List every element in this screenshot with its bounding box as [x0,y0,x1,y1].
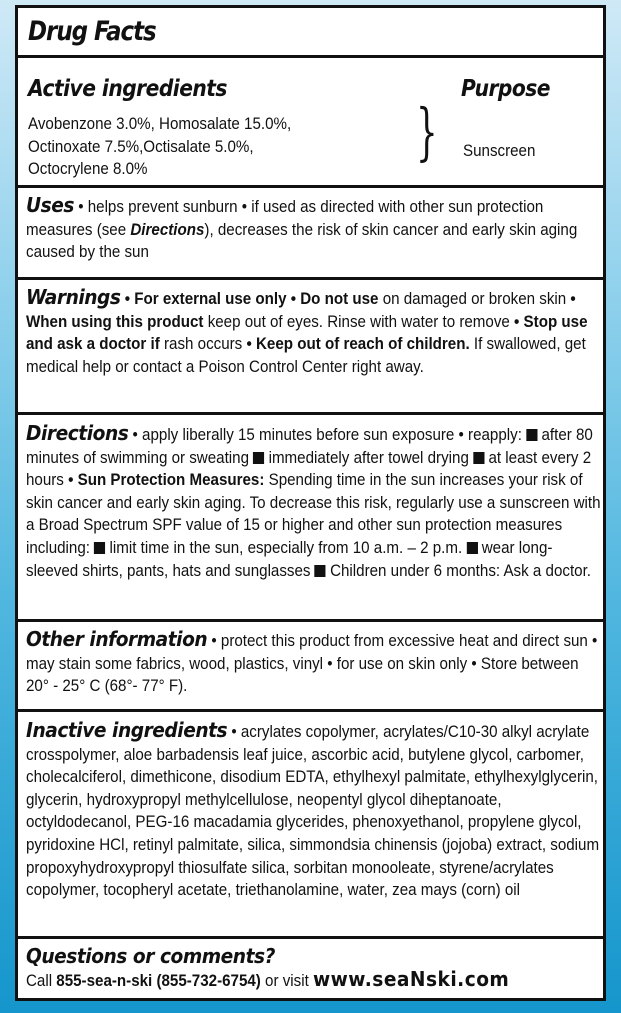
website-link[interactable]: www.seaNski.com [313,966,510,991]
divider [18,619,603,622]
square-bullet-icon [466,542,477,554]
square-bullet-icon [315,565,326,577]
divider [18,936,603,939]
brace-icon: } [416,95,438,168]
square-bullet-icon [253,452,264,464]
directions-ref: Directions [130,220,205,239]
directions-heading: Directions [26,421,129,445]
divider [18,709,603,712]
active-ingredients-list [28,113,291,181]
uses-heading: Uses [26,193,75,217]
square-bullet-icon [526,429,537,441]
phone-number: 855-sea-n-ski (855-732-6754) [56,971,261,990]
active-ingredient-line: Avobenzone 3.0%, Homosalate 15.0%, [28,115,292,133]
other-information-heading: Other information [26,627,208,651]
questions-section [26,945,603,992]
active-ingredient-line: Octocrylene 8.0% [28,160,148,179]
uses-section: Uses • helps prevent sunburn • if used as directed with other sun protection measures (see Directions), decreases the risk of skin cancer and early skin aging caused by the sun [26,193,578,262]
inactive-ingredients-heading: Inactive ingredients [26,718,228,742]
divider [18,185,603,188]
directions-section: Directions • apply liberally 15 minutes before sun exposure • reapply: after 80 minutes of swimming or sweating immediately after towel drying at least every 2 hours • Sun Protection Measures: Spending time in the sun increases your risk of skin cancer and early skin aging. To decrease this risk, regularly use a sunscreen with a Broad Spectrum SPF value of 15 or higher and other sun protection measures including: limit time in the sun, especially from 10 a.m. – 2 p.m. wear long-sleeved shirts, pants, hats and sunglasses Children under 6 months: Ask a doctor. [26,421,601,580]
divider [18,412,603,415]
purpose-heading: Purpose [461,76,550,102]
divider [18,277,603,280]
questions-heading: Questions or comments? [26,944,275,968]
warnings-section: Warnings • For external use only • Do not use on damaged or broken skin • When using this product keep out of eyes. Rinse with water to remove • Stop use and ask a doctor if rash occurs • Keep out of reach of children. If swallowed, get medical help or contact a Poison Control Center right away. [26,285,588,376]
warnings-heading: Warnings [26,285,121,309]
contact-line: Call 855-sea-n-ski (855-732-6754) or visit www.seaNski.com [26,966,510,991]
active-ingredients-heading: Active ingredients [28,76,227,102]
active-ingredient-line: Octinoxate 7.5%,Octisalate 5.0%, [28,137,254,156]
square-bullet-icon [94,542,105,554]
drug-facts-panel [15,5,606,1001]
other-information-section: Other information • protect this product from excessive heat and direct sun • may stain some fabrics, wood, plastics, vinyl • for use on skin only • Store between 20° - 25° C (68°- 77° F). [26,627,598,696]
square-bullet-icon [473,452,484,464]
inactive-ingredients-section: Inactive ingredients • acrylates copolymer, acrylates/C10-30 alkyl acrylate crosspolymer, aloe barbadensis leaf juice, ascorbic acid, butylene glycol, carbomer, cholecalciferol, dimethicone, disodium EDTA, ethylhexyl palmitate, ethylhexylglycerin, glycerin, hydroxypropyl methylcellulose, neopentyl glycol diheptanoate, octyldodecanol, PEG-16 macadamia glycerides, phenoxyethanol, propylene glycol, pyridoxine HCl, retinyl palmitate, silica, simmondsia chinensis (jojoba) extract, sodium propoxyhydroxypropyl thiosulfate silica, sorbitan monooleate, styrene/acrylates copolymer, tocopheryl acetate, triethanolamine, water, zea mays (corn) oil [26,718,600,900]
page-title: Drug Facts [28,16,156,47]
divider [18,55,603,58]
purpose-value: Sunscreen [463,142,536,160]
